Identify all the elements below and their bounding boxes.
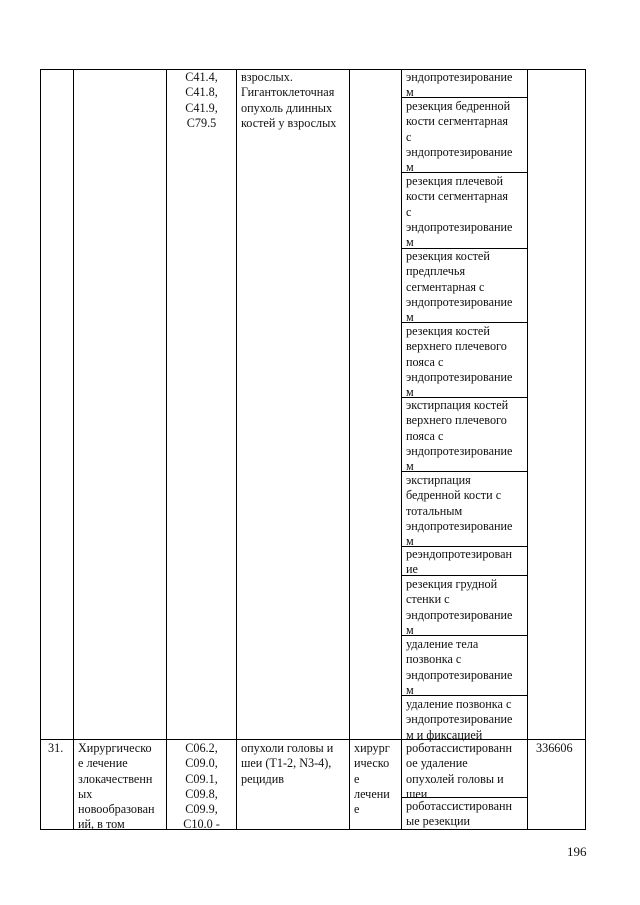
icd-codes-cell: C41.4, C41.8, C41.9, C79.5 (185, 70, 218, 130)
col-line (401, 69, 402, 830)
method-item: резекция костей верхнего плечевого пояса с эндопротезирование м (406, 324, 513, 400)
treatment-type-cell: хирург ическо е лечени е (354, 741, 390, 817)
method-item: удаление позвонка с эндопротезирование м и фиксацией (406, 697, 513, 742)
page-number: 196 (567, 844, 587, 859)
price-cell: 336606 (536, 741, 573, 755)
method-item: роботассистированн ое удаление опухолей головы и шеи (406, 741, 513, 801)
col-line (527, 69, 528, 830)
icd-codes-cell: C06.2, C09.0, C09.1, C09.8, C09.9, C10.0 - (183, 741, 220, 832)
method-item: резекция грудной стенки с эндопротезирование м (406, 577, 513, 637)
row-number: 31. (48, 741, 64, 755)
method-item: удаление тела позвонка с эндопротезирование м (406, 637, 513, 697)
col-line (585, 69, 586, 830)
method-item: резекция плечевой кости сегментарная с эндопротезирование м (406, 174, 513, 250)
method-item: эндопротезирование м (406, 70, 513, 100)
method-item: резекция костей предплечья сегментарная с эндопротезирование м (406, 249, 513, 325)
method-item: реэндопротезирован ие (406, 547, 513, 577)
col-line (349, 69, 350, 830)
patient-model-cell: опухоли головы и шеи (T1-2, N3-4), рецидив (241, 741, 334, 786)
col-line (166, 69, 167, 830)
method-item: экстирпация бедренной кости с тотальным эндопротезирование м (406, 473, 513, 549)
col-line (73, 69, 74, 830)
col-line (236, 69, 237, 830)
method-item: резекция бедренной кости сегментарная с эндопротезирование м (406, 99, 513, 175)
method-item: экстирпация костей верхнего плечевого пояса с эндопротезирование м (406, 398, 513, 474)
patient-model-cell: взрослых. Гигантоклеточная опухоль длинных костей у взрослых (241, 70, 337, 130)
care-type-name: Хирургическо е лечение злокачественн ых новообразован ий, в том (78, 741, 155, 832)
method-item: роботассистированн ые резекции (406, 799, 513, 829)
col-line (40, 69, 41, 830)
